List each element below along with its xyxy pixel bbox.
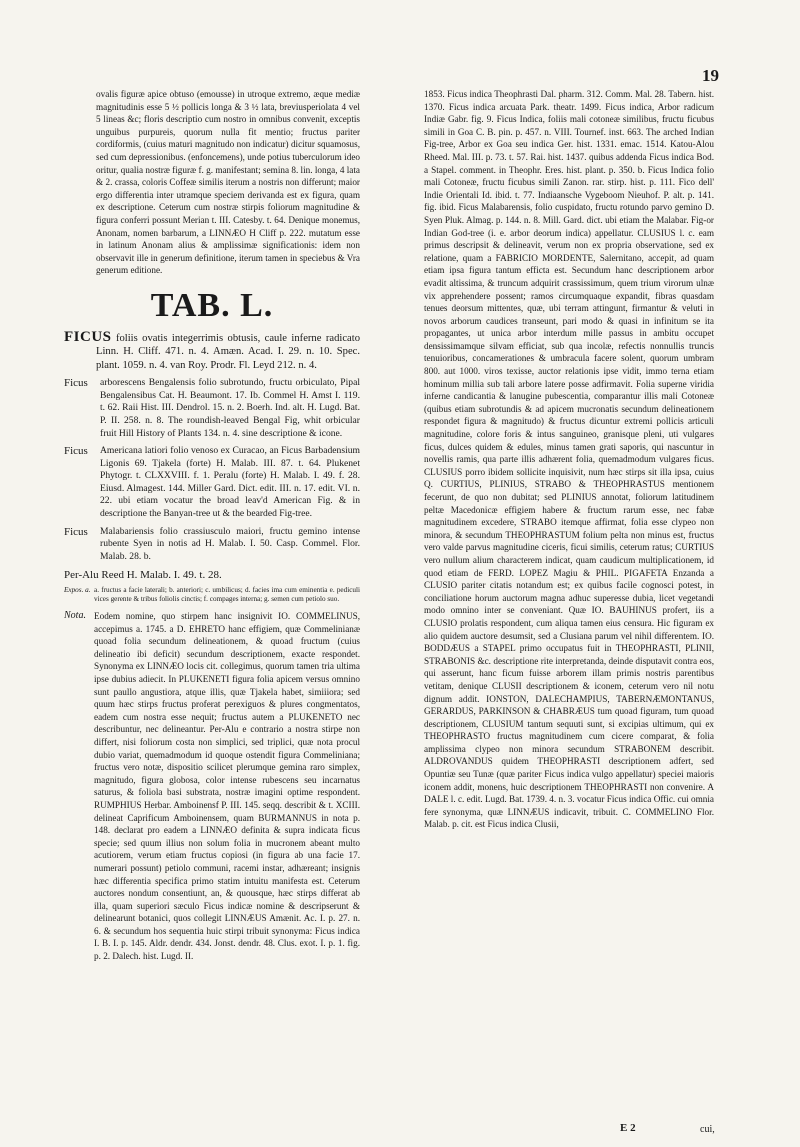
- synonym-genus: Ficus: [64, 525, 88, 538]
- synonym-genus: Ficus: [64, 377, 88, 390]
- genus-lead: FICUS: [64, 328, 112, 345]
- nota-text: Eodem nomine, quo stirpem hanc insignivit IO. COMMELINUS, accepimus a. 1745. a D. EHRETO hanc effigiem, quæ Commelinianæ quoad folia secundum delineationem, & quoad fructum (cuius delineatio ibi deficit) secundum descriptionem, exacte respondet. Synonyma ex LINNÆO locis cit. collegimus, quorum tamen tria ultima ipse dubius adiecit. In PLUKENETI figura folia apicem versus omnino sunt paullo angustiora, atque illis, quæ Tjakela habet, simiiiora; sed quum hæc stirps fructus proferat perexiguos & plures congmentatos, eadem cum nostra esse nequit; fructus autem a PLUKENETO nec describuntur, nec delineantur. Per-Alu e contrario a nostra stirpe non differt, nisi foliorum costa non simplici, sed triplici, quæ nota procul dubio variat, quemadmodum id quoque ostendit figura Commeliniana; fructus vero notæ, dispositio scilicet plerumque gemina raro simplex, magnitudo, figura globosa, color intense rubescens seu incarnatus saturus, & foliola basi substrata, nostræ imagini optime respondent. RUMPHIUS Herbar. Amboinensf P. III. 145. seqq. describit & t. XCIII. delineat Caprificum Amboinensem, quam BURMANNUS in nota p. 148. declarat pro eadem a LINNÆO definita & supra indicata ficus specie; sed quum illius non solum folia in mucronem abeant multo acutiorem, verum etiam fructus copiosi (in figura ab una facie 17. numerari possunt) petiolo communi, racemi instar, adhæreant; insignis hæc differentia specifica primo statim intuitu manifesta est. Ceterum auctores nondum consentiunt, an, & quousque, hæc stirps differat ab illa, quam superiori sæculo Ficus indicæ nomine & descripserunt & delinearunt botanici, quos collegit LINNÆUS Amænit. Ac. I. p. 27. n. 6. & secundum hos sequentia huic stirpi tribuit synonyma: Ficus indica I. B. I. p. 145. Aldr. dendr. 434. Jonst. dendr. 48. Clus. exot. I. p. 1. fig. p. 2. Dalech. hist. Lugd. II.: [94, 611, 360, 962]
- species-description: [64, 328, 360, 372]
- signature-mark: E 2: [620, 1122, 636, 1134]
- per-alu-entry: Per-Alu Reed H. Malab. I. 49. t. 28.: [64, 569, 222, 582]
- page-number: 19: [702, 66, 719, 85]
- catchword: cui,: [700, 1124, 715, 1135]
- intro-paragraph: ovalis figuræ apice obtuso (emousse) in utroque extremo, æque mediæ magnitudinis esse 5 ½ pollicis longa & 3 ½ lata, breviusperiolata 4 vel 5 lineas &c; floris descriptio cum nostro in omnibus convenit, exceptis unguibus purpureis, quorum nulla fit mentio; fructus pariter cordiformis, (cuius maturi magnitudo non indicatur) dicitur squamosus, sed cum depressionibus. (enfoncemens), unde potius tuberculorum ideo oritur, qualia nostræ figuræ f. g. manifestant; semina 8. lin. longa, 4 lata & 2. crassa, coloris Coffeæ similis iterum a nostris non differunt; maior ergo differentia inter utramque speciem derivanda est ex figura, quam ex descriptione. Ceterum cum nostræ stirpis foliorum magnitudine & figura conferri possunt Merian t. III. Catesby. t. 64. Denique monemus, Anonam, nomen barbarum, a LINNÆO H Cliff p. 222. mutatum esse in latinum Anonam alius & amplissimæ significationis: idem non observavit ille in generum definitione, iterum tamen in speciebus & Vra generum editione.: [96, 89, 360, 276]
- synonym-entry: [64, 445, 360, 521]
- plate-explanation: [64, 586, 360, 604]
- synonym-text: Americana latiori folio venoso ex Curacao, an Ficus Barbadensium Ligonis 69. Tjakela (forte) H. Malab. III. 87. t. 64. Plukenet Phytogr. t. CLXXVIII. f. 1. Peralu (forte) H. Malab. I. 49. f. 28. Eiusd. Almagest. 144. Miller Gard. Dict. edit. III. n. 17. edit. VI. n. 22. ubi etiam vocatur the broad leav'd American Fig. & in descriptione the Banyan-tree ut & the bearded Fig-tree.: [100, 445, 360, 520]
- right-column-text: 1853. Ficus indica Theophrasti Dal. pharm. 312. Comm. Mal. 28. Tabern. hist. 1370. Ficus indica arcuata Park. theatr. 1499. Ficus indica, Arbor radicum Indiæ Gabr. fig. 9. Ficus Indica, foliis mali cotoneæ similibus, fructu ficubus simili in Goa C. B. pin. p. 457. n. VIII. Tournef. inst. 663. The arched Indian Fig-tree, Arbor ex Goa seu indica Ger. hist. 1331. emac. 1514. Katou-Alou Rheed. Mal. III. p. 73. t. 57. Rai. hist. 1437. quibus addenda Ficus indica Bod. a Stapel. comment. in Theophr. Eres. hist. plant. p. 350. b. Ficus Indica folio mali Cotoneæ, fructu ficubus simili Zanon. rar. stirp. hist. p. 111. Fico dell' Indie Orientali Id. ibid. t. 77. Indiaansche Vygeboom Nieuhof. P. alt. p. 141. fig. ibid. Ficus Malabarensis, folio cuspidato, fructu rotundo parvo gemino D. Syen Pluk. Almag. p. 144. n. 8. Mill. Gard. dict. ubi etiam the Malabar. Fig-or Indian God-tree (i. e. arbor deorum indica) appellatur. CLUSIUS l. c. eam primus descripsit & delineavit, verum non ex propria observatione, sed ex relatione, quam a FABRICIO MORDENTE, Salernitano, accepit, ad quam etiam ipsa figura tantum efficta est. Secundum hanc descriptionem arbor evadit altissima, & truncum adquirit crassissimum, quem trium virorum ulnæ vix apprehendere possent; ramos circumquaque expandit, fibras quasdam tenues deorsum mittentes, quæ, ubi terram attingunt, firmantur & veluti in novos arborum caudices transeunt, pari modo & quasi in infinitum se ita propagantes, ut unica arbor interdum mille passus in ambitu occupet densissimamque silvam efficiat, sub qua incolæ, refectis nonnullis truncis tenuioribus, concamerationes & umbracula facere solent, quorum umbram 800. aut 1000. viros texisse, auctor relationis ipse vidit, immo terna etiam hominum millia sub tali arbore latere posse adfirmavit. Folia superne viridia inferne candicantia & lanugine pubescentia, comparantur illis mali Cotoneæ (quibus etiam subrotundis & ad apicem mucronatis secundum delineationem respondet figura & magnitudo) & fructus dicuntur extremi pollicis articuli magnitudine, colore foris & intus sanguineo, granisque pleni, uti vulgares ficus, dulces quidem & edules, minus tamen grati saporis, qui nascuntur in novellis ramis, qua parte illis adhærent folia, quemadmodum vulgares ficus. CLUSIUS porro ibidem sollicite inquisivit, num hæc stirps sit illa ipsa, cuius Q. CURTIUS, PLINIUS, STRABO & THEOPHRASTUS mentionem fecerunt, de quo non dubitat; sed PLINIUS annotat, foliorum latitudinem peltæ Macedonicæ effigiem habere & fructum rarum esse, nec fabæ magnitudinem excedere, STRABO itemque affirmat, folia esse clypeo non minora, & secundum THEOPHRASTUM folium pelta non minus est, fructus vero valde parvus magnitudine ciceris, ficui similis, ceterum ratus; CURTIUS vero nullum alium characterem indicat, quam caudicum multiplicationem, id quod etiam de FERD. LOPEZ Magiu & PHIL. PIGAFETA Enzanda a CLUSIO pariter citatis notandum est; ex quibus facile cognosci potest, in conciliatione horum auctorum magna adhuc superesse dubia, licet vegetandi modo omnino inter se conveniant. Quæ IO. BAUHINUS profert, iis a CLUSIO prolatis respondent, cum aliqua tamen eius censura. Hic figuram ex alio quidem auctore desumsit, sed a Clusiana parum vel nihil differentem. IO. BODDÆUS a STAPEL primo occupatus fuit in THEOPHRASTI, PLINII, STRABONIS &c. descriptione rite interpretanda, deinde disputavit contra eos, qui asserunt, hanc ficum fuisse arborem illam primis nostris parentibus vetitam, denique CLUSII descriptionem & iconem, ceterum vero nil notu dignum addit. IONSTON, DALECHAMPIUS, TABERNÆMONTANUS, GERARDUS, PARKINSON & CHABRÆUS tum quoad figuram, tum quoad descriptionem, CLUSIUM tantum sequuti sunt, si excipias ultimum, qui ex THEOPHRASTO fructus magnitudinem cum cicere comparat, & folia amplissima clypeo non minora secundum STRABONEM describit. ALDROVANDUS quidem THEOPHRASTI descriptionem adfert, sed Opuntiæ seu Tunæ (quæ pariter Ficus indica vulgo appellatur) speciei maioris iconem addit, monens, huic descriptionem THEOPHRASTI non convenire. A DALE l. c. edit. Lugd. Bat. 1739. 4. n. 3. vocatur Ficus indica Offic. cui omnia fere synonyma, quæ LINNÆUS indicavit, tribuit. C. COMMELINO Flor. Malab. p. cit. est Ficus indica Clusii,: [424, 89, 714, 830]
- left-column: [64, 88, 360, 1073]
- right-column: [424, 88, 714, 1088]
- synonym-genus: Ficus: [64, 445, 88, 458]
- synonym-entry: [64, 377, 360, 440]
- synonym-entry: [64, 526, 360, 564]
- explanation-label: Expos. a.: [64, 586, 91, 595]
- explanation-text: a. fructus a facie laterali; b. anteriori; c. umbilicus; d. facies ima cum eminentia e. pediculi vices gerente & tribus foliolis cinctis; f. compages interna; g. semen cum petiolo suo.: [94, 586, 360, 604]
- synonym-text: Malabariensis folio crassiusculo maiori, fructu gemino intense rubente Syen in notis ad H. Malab. I. 50. Casp. Commel. Flor. Malab. 28. b.: [100, 525, 360, 562]
- nota-label: Nota.: [64, 610, 86, 622]
- synonym-text: arborescens Bengalensis folio subrotundo, fructu orbiculato, Pipal Bengalensibus Cat. H. Beaumont. 17. Ib. Commel H. Amst I. 119. t. 62. Raii Hist. III. Dendrol. 15. n. 2. Boerh. Ind. alt. H. Lugd. Bat. P. II. 258. n. 8. The roundish-leaved Bengal Fig, whit orbicular fruit Hill History of Plants 134. n. 4. sine descriptione & icone.: [100, 377, 360, 439]
- species-description-text: foliis ovatis integerrimis obtusis, caule inferne radicato Linn. H. Cliff. 471. n. 4. Amæn. Acad. I. 29. n. 10. Spec. plant. 1059. n. 4. van Roy. Prodr. Fl. Leyd 212. n. 4.: [96, 332, 360, 371]
- plate-title: TAB. L.: [150, 286, 274, 324]
- nota-section: [64, 610, 360, 963]
